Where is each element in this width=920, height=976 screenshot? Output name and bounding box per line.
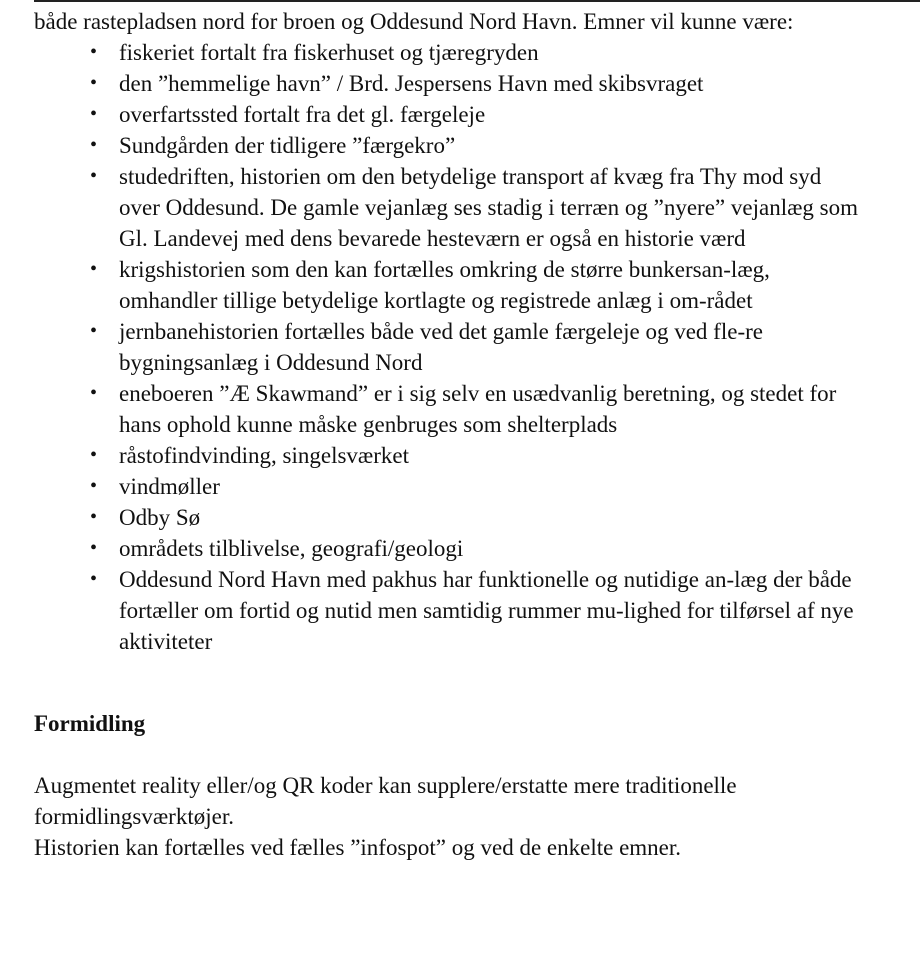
list-item-text: eneboeren ”Æ Skawmand” er i sig selv en usædvanlig beretning, og stedet for hans ophold kunne måske genbruges som shelterplads <box>119 381 837 437</box>
bullet-icon: • <box>90 475 98 497</box>
list-item <box>34 502 894 533</box>
bullet-icon: • <box>90 506 98 528</box>
list-item <box>34 37 894 68</box>
list-item <box>34 316 894 378</box>
list-item <box>34 68 894 99</box>
list-item-text: vindmøller <box>119 474 220 499</box>
list-item-text: jernbanehistorien fortælles både ved det gamle færgeleje og ved fle-re bygningsanlæg i Oddesund Nord <box>119 319 763 375</box>
list-item-text: fiskeriet fortalt fra fiskerhuset og tjæregryden <box>119 40 539 65</box>
bullet-icon: • <box>90 258 98 280</box>
bullet-icon: • <box>90 537 98 559</box>
list-item <box>34 471 894 502</box>
list-item-text: krigshistorien som den kan fortælles omkring de større bunkersan-læg, omhandler tillige betydelige kortlagte og registrede anlæg i om-rådet <box>119 257 770 313</box>
top-rule <box>34 0 920 2</box>
section-heading: Formidling <box>34 711 146 736</box>
body-paragraph-1: Augmentet reality eller/og QR koder kan supplere/erstatte mere traditionelle formidlingsværktøjer. <box>34 773 737 829</box>
list-item <box>34 564 894 657</box>
bullet-icon: • <box>90 41 98 63</box>
document-page <box>34 6 894 863</box>
list-item-text: overfartssted fortalt fra det gl. færgeleje <box>119 102 486 127</box>
list-item <box>34 99 894 130</box>
bullet-icon: • <box>90 444 98 466</box>
bullet-icon: • <box>90 568 98 590</box>
spacer <box>34 739 894 770</box>
bullet-icon: • <box>90 165 98 187</box>
list-item-text: områdets tilblivelse, geografi/geologi <box>119 536 464 561</box>
list-item <box>34 378 894 440</box>
bullet-icon: • <box>90 134 98 156</box>
list-item-text: studedriften, historien om den betydelige transport af kvæg fra Thy mod syd over Oddesund. De gamle vejanlæg ses stadig i terræn og ”nyere” vejanlæg som Gl. Landevej med dens bevarede hesteværn er også en historie værd <box>119 164 859 251</box>
intro-paragraph: både rastepladsen nord for broen og Oddesund Nord Havn. Emner vil kunne være: <box>34 9 794 34</box>
body-paragraph-2: Historien kan fortælles ved fælles ”infospot” og ved de enkelte emner. <box>34 835 682 860</box>
bullet-icon: • <box>90 382 98 404</box>
topic-list <box>34 37 894 657</box>
list-item <box>34 533 894 564</box>
list-item <box>34 161 894 254</box>
bullet-icon: • <box>90 320 98 342</box>
list-item <box>34 440 894 471</box>
list-item <box>34 130 894 161</box>
list-item-text: Sundgården der tidligere ”færgekro” <box>119 133 456 158</box>
list-item-text: Odby Sø <box>119 505 201 530</box>
bullet-icon: • <box>90 72 98 94</box>
list-item-text: råstofindvinding, singelsværket <box>119 443 410 468</box>
list-item <box>34 254 894 316</box>
list-item-text: den ”hemmelige havn” / Brd. Jespersens Havn med skibsvraget <box>119 71 704 96</box>
bullet-icon: • <box>90 103 98 125</box>
list-item-text: Oddesund Nord Havn med pakhus har funktionelle og nutidige an-læg der både fortæller om fortid og nutid men samtidig rummer mu-lighed for tilførsel af nye aktiviteter <box>119 567 854 654</box>
